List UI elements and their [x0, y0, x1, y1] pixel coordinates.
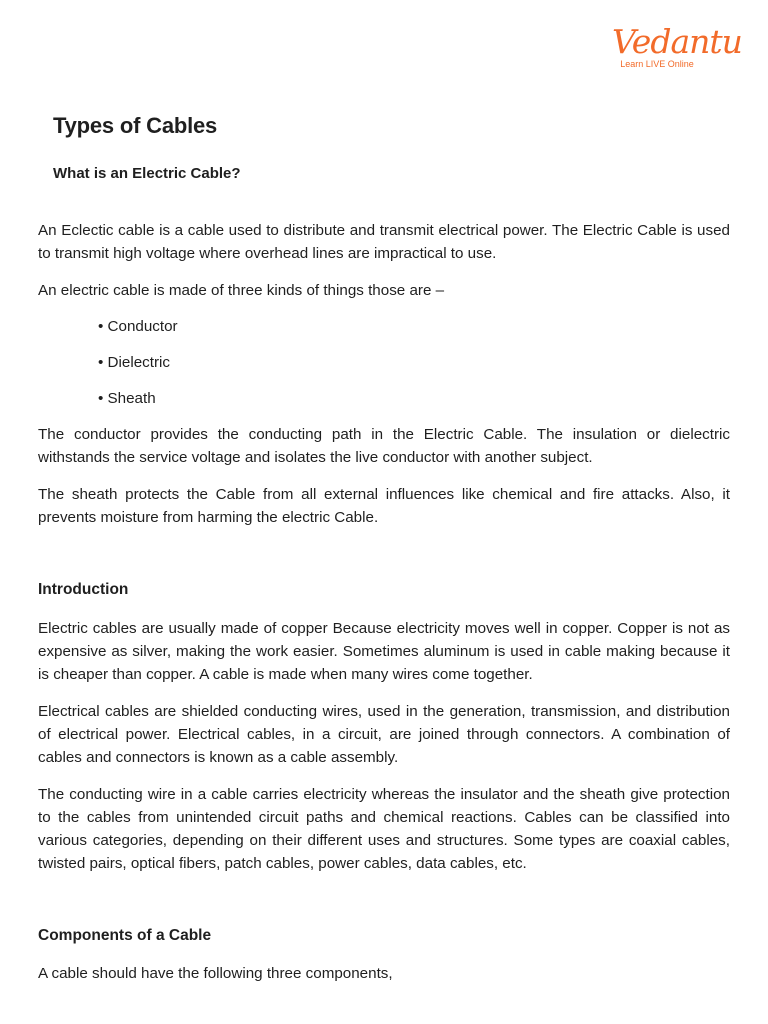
- paragraph-components: A cable should have the following three components,: [38, 965, 393, 982]
- paragraph-components-intro: An electric cable is made of three kinds of things those are –: [38, 282, 445, 299]
- paragraph-sheath: The sheath protects the Cable from all external influences like chemical and fire attacks. Also, it prevents moisture from harming the electric Cable.: [38, 486, 730, 526]
- list-item-sheath: • Sheath: [98, 390, 156, 407]
- vedantu-logo: [612, 22, 742, 69]
- logo-tagline: Learn LIVE Online: [620, 59, 694, 69]
- paragraph-intro-3: The conducting wire in a cable carries electricity whereas the insulator and the sheath give protection to the cables from unintended circuit paths and chemical reactions. Cables can be classified into various categories, depending on their different uses and structures. Some types are coaxial cables, twisted pairs, optical fibers, patch cables, power cables, data cables, etc.: [38, 786, 730, 872]
- paragraph-intro-1: Electric cables are usually made of copper Because electricity moves well in copper. Copper is not as expensive as silver, making the work easier. Sometimes aluminum is used in cable making because it is cheaper than copper. A cable is made when many wires come together.: [38, 620, 730, 683]
- heading-components: Components of a Cable: [38, 927, 212, 944]
- paragraph-intro-2: Electrical cables are shielded conducting wires, used in the generation, transmission, and distribution of electrical power. Electrical cables, in a circuit, are joined through connectors. A combination of cables and connectors is known as a cable assembly.: [38, 703, 730, 766]
- page-title: Types of Cables: [53, 113, 218, 138]
- list-item-conductor: • Conductor: [98, 318, 178, 335]
- logo-wordmark: Vedantu: [612, 22, 742, 61]
- section-subtitle: What is an Electric Cable?: [53, 165, 241, 182]
- paragraph-definition: An Eclectic cable is a cable used to distribute and transmit electrical power. The Electric Cable is used to transmit high voltage where overhead lines are impractical to use.: [38, 222, 730, 262]
- list-item-dielectric: • Dielectric: [98, 354, 170, 371]
- paragraph-conductor: The conductor provides the conducting path in the Electric Cable. The insulation or dielectric withstands the service voltage and isolates the live conductor with another subject.: [38, 426, 730, 466]
- heading-introduction: Introduction: [38, 581, 129, 598]
